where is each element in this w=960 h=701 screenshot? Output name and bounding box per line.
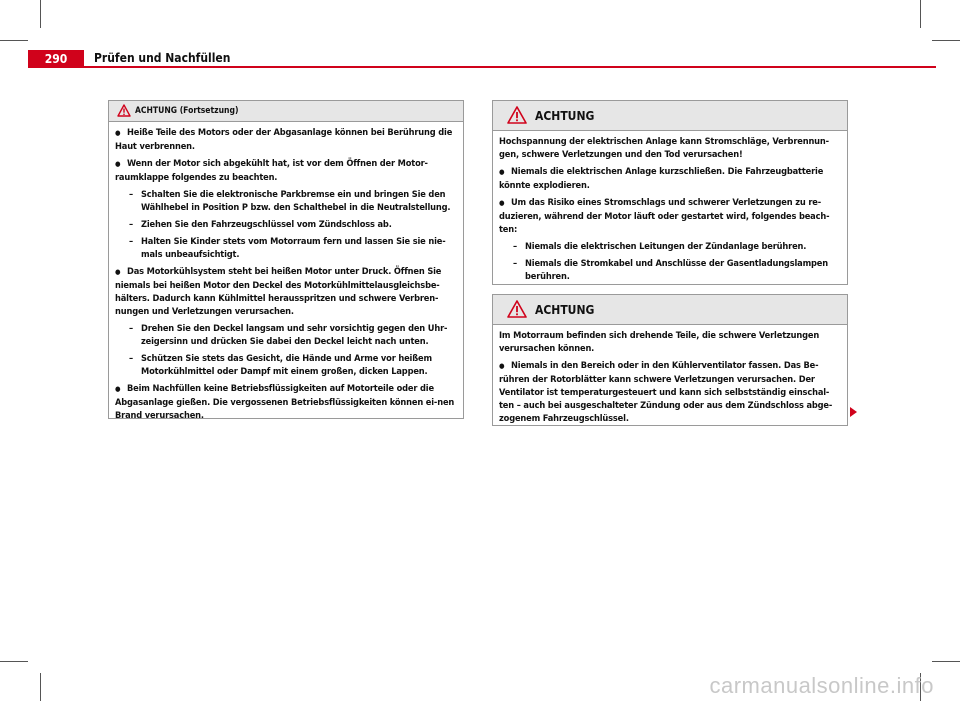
bullet-item (499, 359, 841, 425)
item-text: Niemals die elektrischen Anlage kurzschließen. Die Fahrzeugbatterie könnte explodieren. (499, 166, 824, 191)
warning-triangle-icon (507, 300, 527, 318)
warning-box-header (493, 101, 847, 131)
warning-triangle-icon (117, 104, 131, 117)
chapter-title: Prüfen und Nachfüllen (94, 51, 231, 65)
item-text: Drehen Sie den Deckel langsam und sehr vorsichtig gegen den Uhr-zeigersinn und drücken Sie dabei den Deckel leicht nach unten. (141, 323, 448, 347)
crop-mark (0, 661, 28, 662)
dash-marker: – (513, 258, 517, 269)
bullet-marker: ● (115, 268, 121, 276)
dash-marker: – (513, 241, 517, 252)
warning-box-high-voltage (492, 100, 848, 285)
bullet-item (499, 165, 841, 192)
warning-box-content (493, 131, 847, 283)
item-text: Heiße Teile des Motors oder der Abgasanlage können bei Berührung die Haut verbrennen. (115, 127, 453, 152)
crop-mark (920, 0, 921, 28)
crop-mark (932, 661, 960, 662)
warning-box-continued (108, 100, 464, 419)
item-text: Wenn der Motor sich abgekühlt hat, ist vor dem Öffnen der Motor-raumklappe folgendes zu beachten. (115, 158, 428, 183)
dash-marker: – (129, 236, 133, 247)
dash-marker: – (129, 323, 133, 334)
dash-marker: – (129, 353, 133, 364)
dash-marker: – (129, 189, 133, 200)
item-text: Niemals die Stromkabel und Anschlüsse der Gasentladungslampen berühren. (525, 258, 828, 282)
warning-box-title: ACHTUNG (Fortsetzung) (135, 106, 239, 116)
paragraph (499, 329, 841, 355)
sub-item (499, 240, 841, 253)
bullet-marker: ● (499, 362, 505, 370)
item-text: Um das Risiko eines Stromschlags und schwerer Verletzungen zu re-duzieren, während der Motor läuft oder gestartet wird, folgendes beach-ten: (499, 197, 830, 235)
page-number: 290 (28, 50, 84, 68)
warning-box-title: ACHTUNG (535, 303, 595, 317)
crop-mark (40, 673, 41, 701)
sub-item (499, 257, 841, 283)
bullet-item (115, 382, 457, 422)
item-text: Beim Nachfüllen keine Betriebsflüssigkeiten auf Motorteile oder die Abgasanlage gießen. Die vergossenen Betriebsflüssigkeiten können ei-nen Brand verursachen. (115, 383, 455, 421)
paragraph (499, 135, 841, 161)
warning-triangle-icon (507, 106, 527, 124)
item-text: Im Motorraum befinden sich drehende Teile, die schwere Verletzungen verursachen können. (499, 330, 820, 354)
warning-box-title: ACHTUNG (535, 109, 595, 123)
sub-item (115, 188, 457, 214)
item-text: Niemals die elektrischen Leitungen der Zündanlage berühren. (525, 241, 807, 252)
warning-box-header (109, 101, 463, 122)
bullet-item (115, 265, 457, 318)
item-text: Niemals in den Bereich oder in den Kühlerventilator fassen. Das Be-rühren der Rotorblätter kann schwere Verletzungen verursachen. Der Ventilator ist temperaturgesteuert und kann sich selbstständig einschal-ten – auch bei ausgeschalteter Zündung oder aus dem Zündschloss abge-zogenem Fahrzeugschlüssel. (499, 360, 833, 424)
dash-marker: – (129, 219, 133, 230)
sub-item (115, 352, 457, 378)
item-text: Schalten Sie die elektronische Parkbremse ein und bringen Sie den Wählhebel in Position P bzw. den Schalthebel in die Neutralstellung. (141, 189, 451, 213)
item-text: Ziehen Sie den Fahrzeugschlüssel vom Zündschloss ab. (141, 219, 392, 230)
bullet-item (115, 126, 457, 153)
warning-box-content (493, 325, 847, 425)
warning-box-content (109, 122, 463, 422)
sub-item (115, 235, 457, 261)
crop-mark (932, 40, 960, 41)
bullet-item (499, 196, 841, 236)
watermark: carmanualsonline.info (709, 673, 934, 698)
item-text: Hochspannung der elektrischen Anlage kann Stromschläge, Verbrennun-gen, schwere Verletzungen und den Tod verursachen! (499, 136, 829, 160)
warning-box-header (493, 295, 847, 325)
bullet-item (115, 157, 457, 184)
crop-mark (0, 40, 28, 41)
item-text: Schützen Sie stets das Gesicht, die Hände und Arme vor heißem Motorkühlmittel oder Dampf mit einem großen, dicken Lappen. (141, 353, 432, 377)
warning-box-rotating-parts (492, 294, 848, 426)
bullet-marker: ● (115, 385, 121, 393)
crop-mark (40, 0, 41, 28)
bullet-marker: ● (499, 168, 505, 176)
sub-item (115, 322, 457, 348)
bullet-marker: ● (115, 160, 121, 168)
item-text: Das Motorkühlsystem steht bei heißen Motor unter Druck. Öffnen Sie niemals bei heißen Motor den Deckel des Motorkühlmittelausgleichsbe-hälters. Dadurch kann Kühlmittel herausspritzen und schwere Verbren-nungen und Verletzungen verursachen. (115, 266, 442, 317)
continue-arrow-icon (850, 407, 857, 417)
bullet-marker: ● (499, 199, 505, 207)
bullet-marker: ● (115, 129, 121, 137)
sub-item (115, 218, 457, 231)
item-text: Halten Sie Kinder stets vom Motorraum fern und lassen Sie sie nie-mals unbeaufsichtigt. (141, 236, 446, 260)
